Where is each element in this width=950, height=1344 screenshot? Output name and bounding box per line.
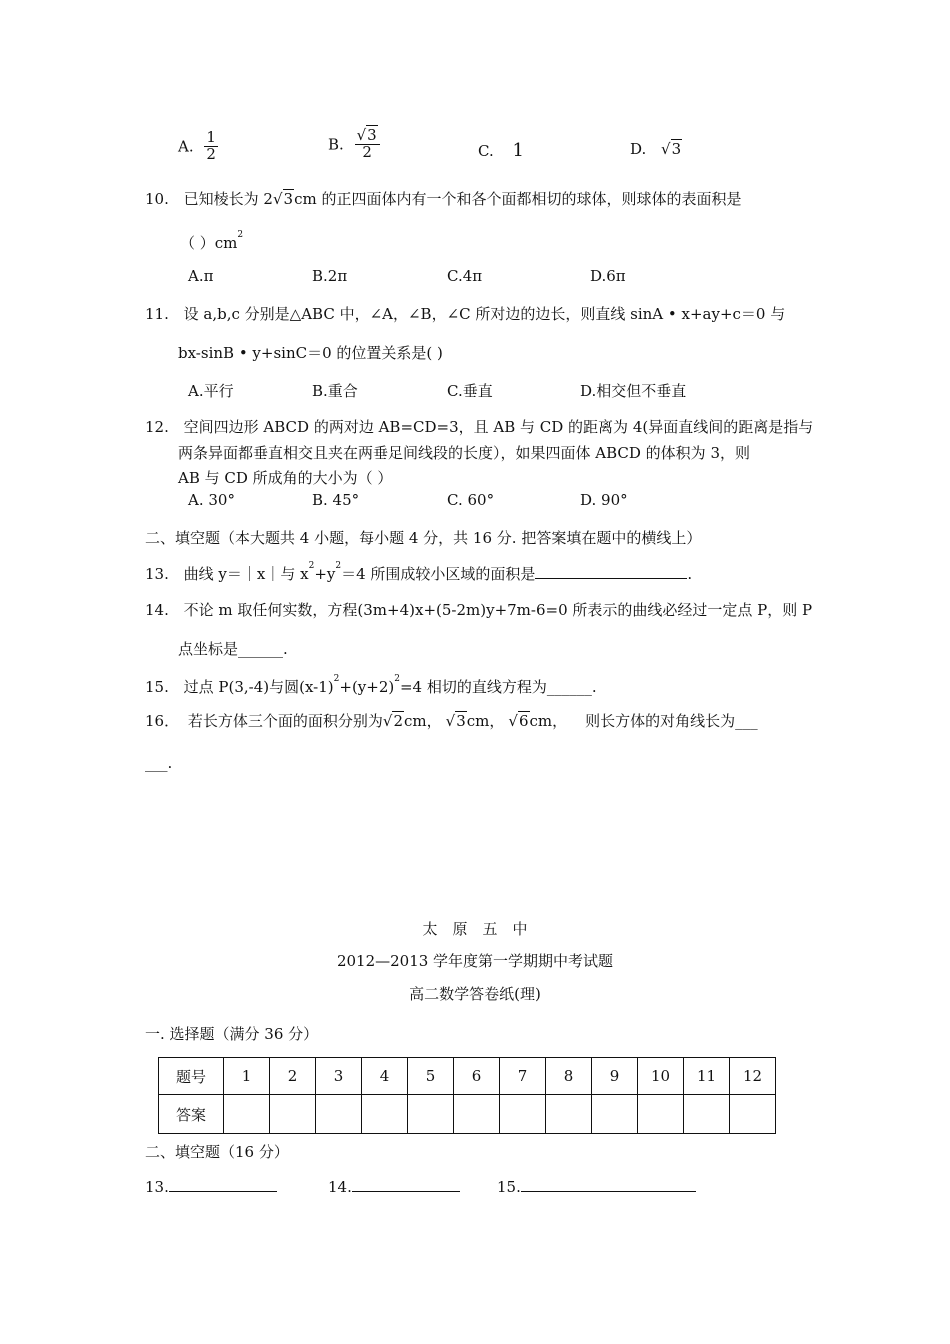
- question-12: [145, 416, 813, 437]
- blank-number: 13.: [145, 1178, 169, 1196]
- question-10-line2: [180, 232, 243, 253]
- answer-cell[interactable]: [224, 1095, 270, 1134]
- table-row: [159, 1095, 776, 1134]
- question-text: ＝4 所围成较小区域的面积是: [341, 565, 536, 583]
- question-number-cell: 7: [500, 1058, 546, 1095]
- answer-cell[interactable]: [454, 1095, 500, 1134]
- superscript: 2: [237, 230, 244, 240]
- punctuation: .: [687, 565, 693, 583]
- q10-option-a: A.π: [188, 267, 214, 285]
- sqrt-expression: √6: [508, 712, 529, 730]
- question-number: 15.: [145, 678, 169, 696]
- question-number-cell: 12: [730, 1058, 776, 1095]
- separator: ，: [552, 712, 568, 730]
- answer-cell[interactable]: [638, 1095, 684, 1134]
- exam-title: 2012—2013 学年度第一学期期中考试题: [336, 952, 614, 970]
- section-heading: 一. 选择题（满分 36 分）: [145, 1025, 319, 1043]
- question-text: 空间四边形 ABCD 的两对边 AB=CD=3，且 AB 与 CD 的距离为 4(异面直线间的距离是指与: [183, 418, 814, 436]
- question-text: 则长方体的对角线长为___: [585, 712, 758, 730]
- fill-blank-14: [328, 1177, 460, 1196]
- question-11-line2: bx-sinB • y+sinC＝0 的位置关系是( ): [178, 344, 443, 362]
- question-number-cell: 8: [546, 1058, 592, 1095]
- question-text: 已知棱长为 2: [183, 190, 273, 208]
- answer-cell[interactable]: [408, 1095, 454, 1134]
- q10-option-d: D.6π: [590, 267, 626, 285]
- fill-blank-13: [145, 1177, 277, 1196]
- fill-blank-15: [497, 1177, 696, 1196]
- radicand: 3: [367, 126, 377, 144]
- fraction-denominator: 2: [206, 144, 216, 163]
- table-row: [159, 1058, 776, 1095]
- option-value: 1: [512, 140, 524, 161]
- q9-option-b: [328, 128, 380, 161]
- question-number-cell: 4: [362, 1058, 408, 1095]
- question-number: 14.: [145, 601, 169, 619]
- question-12-line2: 两条异面都垂直相交且夹在两垂足间线段的长度），如果四面体 ABCD 的体积为 3，则: [178, 444, 750, 462]
- answer-table: [158, 1057, 776, 1134]
- question-number: 11.: [145, 305, 169, 323]
- q12-option-d: D. 90°: [580, 491, 628, 509]
- unit: cm: [404, 712, 427, 730]
- unit: cm: [294, 190, 317, 208]
- radicand: 3: [671, 140, 682, 158]
- question-number: 10.: [145, 190, 169, 208]
- question-number-cell: 11: [684, 1058, 730, 1095]
- radicand: 2: [393, 712, 403, 730]
- question-11: [145, 303, 785, 324]
- blank-number: 15.: [497, 1178, 521, 1196]
- question-number-cell: 10: [638, 1058, 684, 1095]
- superscript: 2: [394, 674, 400, 684]
- question-text: +(y+2): [339, 678, 395, 696]
- separator: ，: [489, 712, 505, 730]
- option-label: C.: [478, 142, 494, 160]
- question-text: +y: [314, 565, 336, 583]
- q9-option-d: [630, 140, 682, 158]
- section-heading: 二、填空题（16 分）: [145, 1143, 289, 1161]
- sqrt-expression: √3: [272, 190, 294, 208]
- question-number-cell: 5: [408, 1058, 454, 1095]
- q11-option-b: B.重合: [312, 382, 358, 400]
- radicand: 6: [518, 712, 529, 730]
- q10-option-c: C.4π: [447, 267, 483, 285]
- answer-cell[interactable]: [316, 1095, 362, 1134]
- q11-option-a: A.平行: [188, 382, 234, 400]
- option-label: A.: [178, 137, 194, 156]
- question-number-cell: 1: [224, 1058, 270, 1095]
- question-number-cell: 3: [316, 1058, 362, 1095]
- question-text: =4 相切的直线方程为______.: [399, 678, 597, 696]
- question-text: 过点 P(3,-4)与圆(x-1): [183, 678, 334, 696]
- question-text: 不论 m 取任何实数，方程(3m+4)x+(5-2m)y+7m-6=0 所表示的曲线必经过一定点 P，则 P: [183, 601, 813, 619]
- superscript: 2: [308, 561, 315, 571]
- q12-option-c: C. 60°: [447, 491, 495, 509]
- question-text: 若长方体三个面的面积分别为: [187, 712, 383, 730]
- answer-cell[interactable]: [362, 1095, 408, 1134]
- unit: cm: [529, 712, 553, 730]
- answer-cell[interactable]: [500, 1095, 546, 1134]
- question-number: 13.: [145, 565, 169, 583]
- radicand: 3: [283, 190, 294, 208]
- q11-option-c: C.垂直: [447, 382, 493, 400]
- option-label: D.: [630, 140, 647, 158]
- fraction-denominator: 2: [362, 142, 372, 161]
- fraction-numerator: √3: [355, 128, 380, 145]
- question-text: 设 a,b,c 分别是△ABC 中，∠A，∠B，∠C 所对边的边长，则直线 sinA • x+ay+c＝0 与: [183, 305, 786, 323]
- question-number: 12.: [145, 418, 169, 436]
- question-number-cell: 9: [592, 1058, 638, 1095]
- table-header-cell: 答案: [159, 1095, 224, 1134]
- answer-cell[interactable]: [592, 1095, 638, 1134]
- option-label: B.: [328, 135, 344, 154]
- school-name: 太 原 五 中: [422, 920, 528, 938]
- q11-option-d: D.相交但不垂直: [580, 382, 687, 400]
- fraction: [355, 128, 380, 161]
- sqrt-expression: √2: [382, 712, 403, 730]
- blank-number: 14.: [328, 1178, 352, 1196]
- superscript: 2: [333, 674, 340, 684]
- question-15: [145, 676, 597, 697]
- unit: cm: [466, 712, 490, 730]
- superscript: 2: [335, 561, 342, 571]
- section-heading: 二、填空题（本大题共 4 小题，每小题 4 分，共 16 分. 把答案填在题中的横线上）: [145, 529, 702, 547]
- fraction: [204, 130, 218, 163]
- question-12-line3: AB 与 CD 所成角的大小为（ ）: [178, 469, 393, 487]
- answer-blank[interactable]: [521, 1177, 696, 1192]
- q12-option-b: B. 45°: [312, 491, 360, 509]
- separator: ，: [426, 712, 442, 730]
- q10-option-b: B.2π: [312, 267, 348, 285]
- question-number-cell: 2: [270, 1058, 316, 1095]
- question-16-line2: ___.: [145, 754, 173, 772]
- question-text: 曲线 y＝｜x｜与 x: [183, 565, 309, 583]
- question-text: （ ）cm: [180, 234, 238, 252]
- question-14: [145, 599, 812, 620]
- fraction-numerator: 1: [206, 128, 216, 146]
- answer-blank[interactable]: [352, 1177, 460, 1192]
- question-text: 的正四面体内有一个和各个面都相切的球体，则球体的表面积是: [316, 190, 742, 208]
- q9-option-a: [178, 130, 218, 163]
- question-13: [145, 563, 692, 584]
- answer-blank[interactable]: [169, 1177, 277, 1192]
- question-16: [145, 710, 758, 731]
- answer-blank[interactable]: [535, 564, 687, 579]
- question-number: 16．: [145, 712, 180, 730]
- question-14-line2: 点坐标是______.: [178, 640, 288, 658]
- answer-cell[interactable]: [684, 1095, 730, 1134]
- answer-sheet-title: 高二数学答卷纸(理): [409, 985, 541, 1003]
- sqrt-expression: √3: [445, 712, 466, 730]
- answer-cell[interactable]: [730, 1095, 776, 1134]
- sqrt-expression: √3: [661, 140, 682, 158]
- q12-option-a: A. 30°: [188, 491, 235, 509]
- question-number-cell: 6: [454, 1058, 500, 1095]
- answer-cell[interactable]: [270, 1095, 316, 1134]
- radicand: 3: [456, 712, 466, 730]
- q9-option-c: [478, 140, 524, 161]
- table-header-cell: 题号: [159, 1058, 224, 1095]
- answer-cell[interactable]: [546, 1095, 592, 1134]
- question-10: [145, 188, 741, 209]
